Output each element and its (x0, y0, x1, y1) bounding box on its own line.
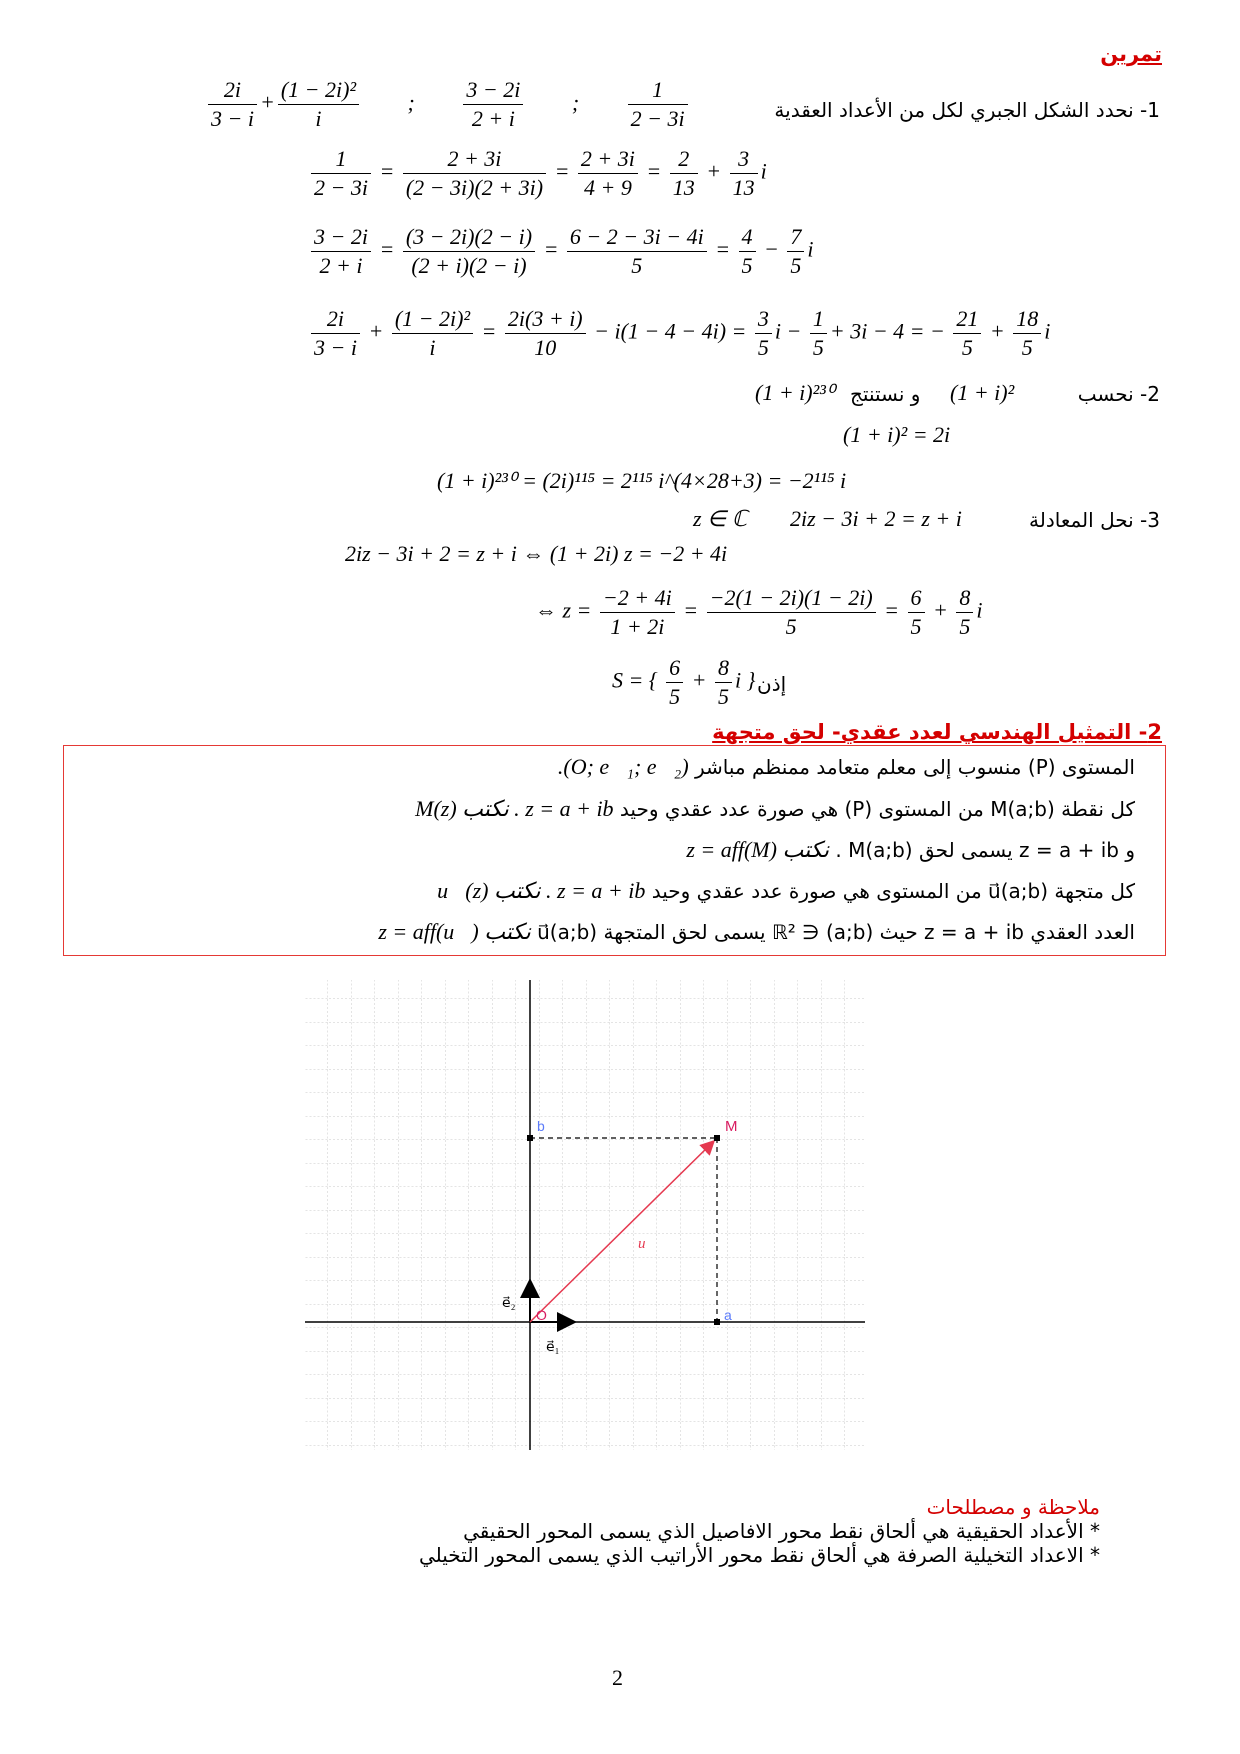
calc-line-1: $\frac{1}{2 - 3i}$ = $\frac{2 + 3i}{(2 - 3i)(2 + 3i)}$ = $\frac{2 + 3i}{4 + 9}$ = $\frac{2}{13}$ + $\frac{3}{13}$ i (308, 145, 767, 202)
q3-solution-lead: إذن (757, 672, 787, 696)
q2-label: 2- نحسب (1077, 382, 1160, 406)
label-u: u⃗ (638, 1236, 658, 1252)
label-a: a (724, 1307, 732, 1323)
label-e1: e⃗₁ (546, 1340, 560, 1355)
q2-and: و نستنتج (850, 382, 921, 406)
q3-domain: z ∈ ℂ (693, 506, 748, 531)
box-line-3: و z = a + ib يسمى لحق M(a;b) . نكتب z = aff(M) (686, 837, 1135, 862)
notes-heading: ملاحظة و مصطلحات (926, 1495, 1100, 1519)
label-M: M (725, 1118, 738, 1135)
q3-solution-set: S = { $\frac{6}{5}$ + $\frac{8}{5}$ i } (612, 655, 756, 709)
complex-plane-figure (305, 980, 865, 1450)
grid (305, 980, 865, 1450)
point-M (714, 1135, 720, 1141)
page-number: 2 (612, 1665, 623, 1690)
label-b: b (537, 1118, 545, 1134)
box-line-5: العدد العقدي z = a + ib حيث (a;b) ∈ ℝ² يسمى لحق المتجهة u⃗(a;b) نكتب z = aff(u⃗) (378, 919, 1135, 944)
q3-step-1: 2iz − 3i + 2 = z + i ⇔ (1 + 2i) z = −2 + 4i (345, 541, 728, 566)
q3-step-2: ⇔ z = $\frac{-2 + 4i}{1 + 2i}$ = $\frac{-2(1 - 2i)(1 - 2i)}{5}$ = $\frac{6}{5}$ + $\frac{8}{5}$ i (535, 585, 983, 639)
calc-line-2: $\frac{3 - 2i}{2 + i}$ = $\frac{(3 - 2i)(2 - i)}{(2 + i)(2 - i)}$ = $\frac{6 - 2 - 3i - 4i}{5}$ = $\frac{4}{5}$ − $\frac{7}{5}$ i (308, 223, 814, 280)
q2-result-2: (1 + i)²³⁰ = (2i)¹¹⁵ = 2¹¹⁵ i^(4×28+3) = −2¹¹⁵ i (437, 468, 847, 493)
q1-label: 1- نحدد الشكل الجبري لكل من الأعداد العقدية (774, 98, 1160, 122)
q2-result-1: (1 + i)² = 2i (843, 422, 951, 447)
box-line-2: كل نقطة M(a;b) من المستوى (P) هي صورة عدد عقدي وحيد z = a + ib . نكتب M(z) (415, 796, 1135, 821)
q2-expr2: (1 + i)²³⁰ (755, 380, 835, 405)
label-e2: e⃗₂ (502, 1296, 516, 1311)
definition-box (63, 745, 1166, 956)
note-1: * الأعداد الحقيقية هي ألحاق نقط محور الافاصيل الذي يسمى المحور الحقيقي (463, 1519, 1100, 1543)
box-line-1: المستوى (P) منسوب إلى معلم متعامد ممنظم مباشر (O; e⃗₁; e⃗₂). (557, 754, 1135, 779)
q1-list: $\frac{2i}{3 - i}$ + $\frac{\text{(1 − 2i)²}}{i}$ ; $\frac{3 - 2i}{2 + i}$ ; $\frac{1}{2 - 3i}$ (205, 76, 691, 133)
point-a (714, 1319, 720, 1325)
label-O: O (536, 1307, 547, 1323)
exercise-title: تمرين (1100, 42, 1162, 66)
q3-equation: 2iz − 3i + 2 = z + i (790, 506, 962, 531)
q2-expr1: (1 + i)² (950, 380, 1015, 405)
q3-label: 3- نحل المعادلة (1029, 508, 1160, 532)
calc-line-3: $\frac{2i}{3 - i}$ + $\frac{\text{(1 − 2i)²}}{i}$ = $\frac{2i(3 + i)}{10}$ − i(1 − 4 − 4i) = $\frac{3}{5}$ i − $\frac{1}{5}$ + 3i − 4 = − $\frac{21}{5}$ + $\frac{18}{5}$ i (308, 305, 1050, 362)
notes-block (419, 1495, 1100, 1567)
note-2: * الاعداد التخيلية الصرفة هي ألحاق نقط محور الأراتيب الذي يسمى المحور التخيلي (418, 1543, 1100, 1567)
section-2-title: 2- التمثيل الهندسي لعدد عقدي- لحق متجهة (712, 720, 1162, 744)
box-line-4: كل متجهة u⃗(a;b) من المستوى هي صورة عدد عقدي وحيد z = a + ib . نكتب u⃗(z) (437, 878, 1135, 903)
point-b (527, 1135, 533, 1141)
